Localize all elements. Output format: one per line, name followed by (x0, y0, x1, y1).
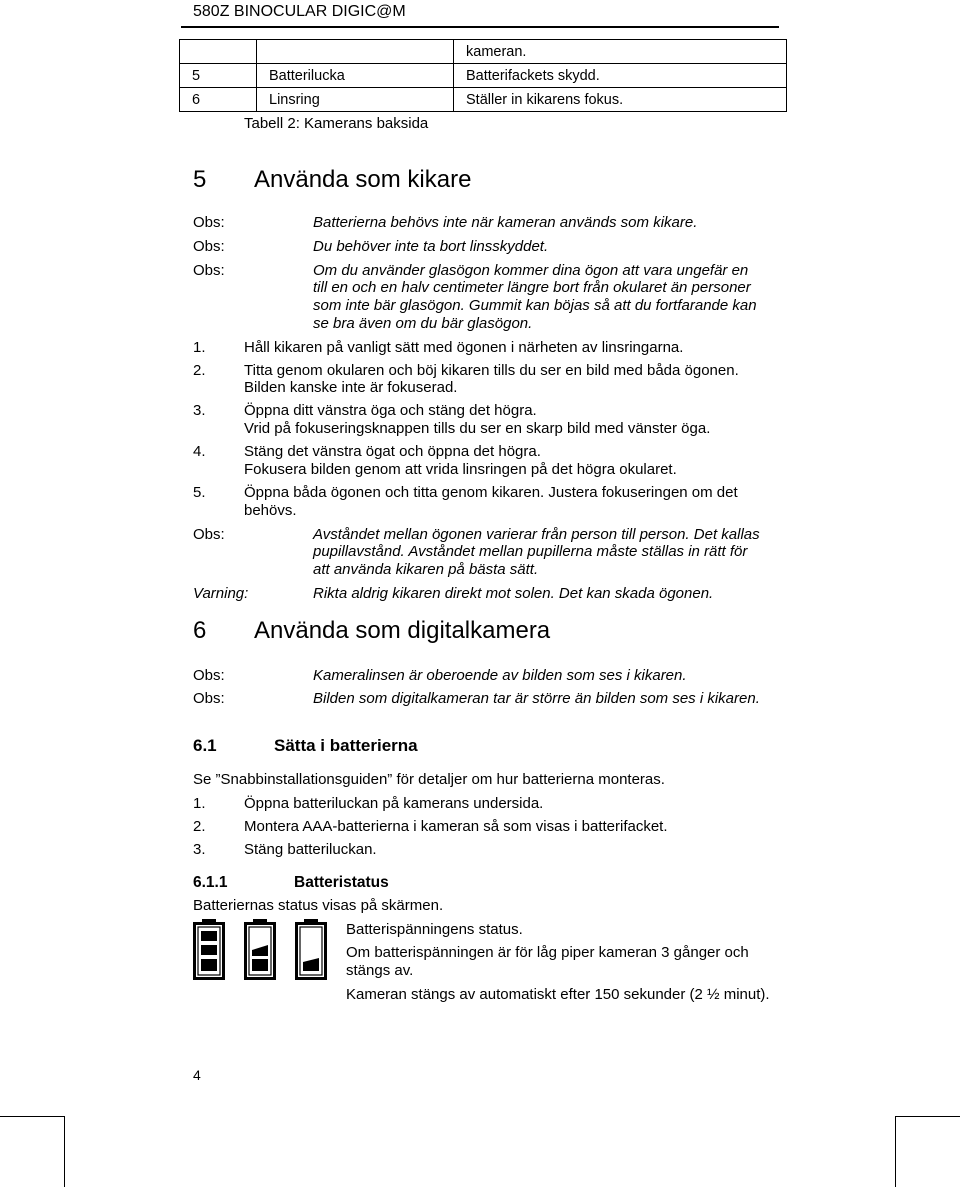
section-number: 6 (193, 617, 207, 644)
table-cell: Ställer in kikarens fokus. (454, 88, 787, 112)
step-text: Titta genom okularen och böj kikaren tills du ser en bild med båda ögonen. (244, 362, 739, 379)
section-number: 6.1 (193, 736, 217, 755)
note-label: Obs: (193, 214, 225, 231)
step-text: Stäng batteriluckan. (244, 841, 377, 858)
note-text: Avståndet mellan ögonen varierar från person till person. Det kallas (313, 526, 760, 543)
section-6-heading (193, 617, 693, 650)
crop-mark (64, 1116, 65, 1187)
table-cell (180, 40, 257, 64)
warning-label: Varning: (193, 585, 249, 602)
table-cell: Batterifackets skydd. (454, 64, 787, 88)
step-text: Bilden kanske inte är fokuserad. (244, 379, 458, 396)
table-cell: Batterilucka (257, 64, 454, 88)
battery-icons (193, 918, 333, 980)
note-label: Obs: (193, 690, 225, 707)
crop-mark (895, 1116, 960, 1117)
table-caption: Tabell 2: Kamerans baksida (244, 115, 429, 132)
paragraph: Batteriernas status visas på skärmen. (193, 897, 444, 914)
table-cell: kameran. (454, 40, 787, 64)
battery-full-icon (195, 919, 224, 979)
note-text: Bilden som digitalkameran tar är större än bilden som ses i kikaren. (313, 690, 760, 707)
battery-description: Batterispänningens status. (346, 921, 523, 938)
note-text: se bra även om du bär glasögon. (313, 315, 533, 332)
step-text: Öppna ditt vänstra öga och stäng det högra. (244, 402, 537, 419)
section-6-1-1-heading (193, 874, 593, 894)
battery-low-icon (297, 919, 326, 979)
section-5-heading (193, 166, 693, 199)
warning-text: Rikta aldrig kikaren direkt mot solen. Det kan skada ögonen. (313, 585, 714, 602)
step-text: Håll kikaren på vanligt sätt med ögonen i närheten av linsringarna. (244, 339, 684, 356)
battery-description: stängs av. (346, 962, 414, 979)
step-text: Vrid på fokuseringsknappen tills du ser en skarp bild med vänster öga. (244, 420, 711, 437)
step-text: Öppna båda ögonen och titta genom kikaren. Justera fokuseringen om det (244, 484, 738, 501)
section-title: Använda som digitalkamera (254, 617, 551, 644)
note-text: Du behöver inte ta bort linsskyddet. (313, 238, 549, 255)
step-number: 3. (193, 841, 206, 858)
battery-description: Om batterispänningen är för låg piper kameran 3 gånger och (346, 944, 749, 961)
header-title: 580Z BINOCULAR DIGIC@M (193, 3, 406, 20)
step-number: 2. (193, 362, 206, 379)
header-rule (181, 26, 779, 28)
step-number: 4. (193, 443, 206, 460)
table-cell: 6 (180, 88, 257, 112)
step-number: 1. (193, 795, 206, 812)
paragraph: Se ”Snabbinstallationsguiden” för detaljer om hur batterierna monteras. (193, 771, 665, 788)
table-cell: Linsring (257, 88, 454, 112)
step-text: Stäng det vänstra ögat och öppna det högra. (244, 443, 541, 460)
step-number: 3. (193, 402, 206, 419)
spec-table (179, 39, 787, 112)
table-cell: 5 (180, 64, 257, 88)
note-text: pupillavstånd. Avståndet mellan pupillerna måste ställas in rätt för (313, 543, 748, 560)
battery-half-icon (246, 919, 275, 979)
table-cell (257, 40, 454, 64)
section-title: Sätta i batterierna (274, 736, 418, 755)
section-title: Använda som kikare (254, 166, 472, 193)
note-text: Batterierna behövs inte när kameran används som kikare. (313, 214, 698, 231)
note-label: Obs: (193, 526, 225, 543)
step-text: Montera AAA-batterierna i kameran så som visas i batterifacket. (244, 818, 668, 835)
note-text: som inte bär glasögon. Gummit kan böjas så att du fortfarande kan (313, 297, 757, 314)
note-label: Obs: (193, 667, 225, 684)
note-text: Kameralinsen är oberoende av bilden som ses i kikaren. (313, 667, 687, 684)
battery-description: Kameran stängs av automatiskt efter 150 sekunder (2 ½ minut). (346, 986, 770, 1003)
note-text: Om du använder glasögon kommer dina ögon att vara ungefär en (313, 262, 749, 279)
step-text: Fokusera bilden genom att vrida linsringen på det högra okularet. (244, 461, 677, 478)
section-number: 6.1.1 (193, 874, 228, 891)
crop-mark (0, 1116, 64, 1117)
note-text: att använda kikaren på bästa sätt. (313, 561, 539, 578)
page-number: 4 (193, 1067, 201, 1083)
section-6-1-heading (193, 737, 593, 759)
step-text: Öppna batteriluckan på kamerans undersida. (244, 795, 544, 812)
step-number: 1. (193, 339, 206, 356)
note-text: till en och en halv centimeter längre bort från okularet än personer (313, 279, 751, 296)
step-text: behövs. (244, 502, 297, 519)
note-label: Obs: (193, 238, 225, 255)
step-number: 2. (193, 818, 206, 835)
table-row (180, 88, 787, 112)
step-number: 5. (193, 484, 206, 501)
table-row (180, 64, 787, 88)
section-number: 5 (193, 166, 207, 193)
note-label: Obs: (193, 262, 225, 279)
crop-mark (895, 1116, 896, 1187)
table-row (180, 40, 787, 64)
section-title: Batteristatus (294, 874, 389, 891)
